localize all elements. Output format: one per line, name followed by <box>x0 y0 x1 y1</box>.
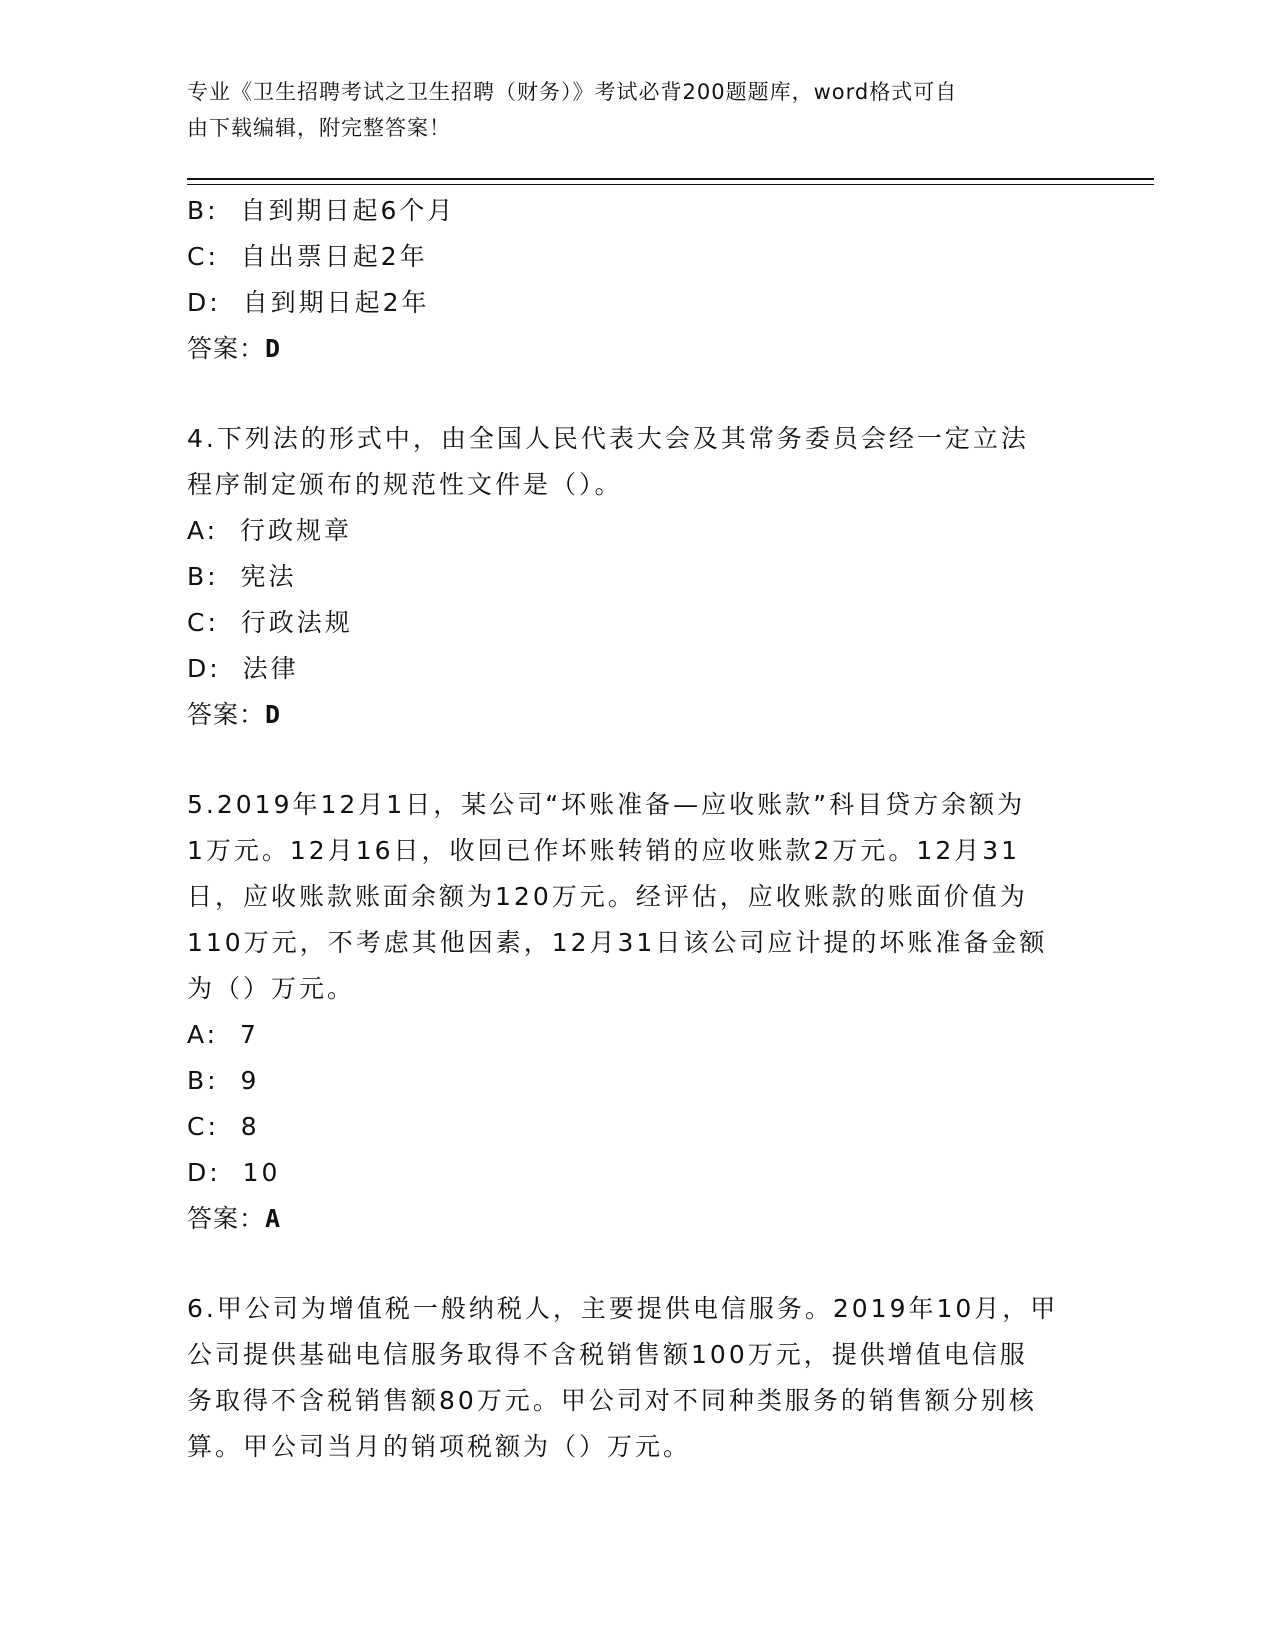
answer-label: 答案： <box>187 1204 266 1233</box>
option-c: C: 行政法规 <box>187 608 353 637</box>
header-line-2: 由下载编辑，附完整答案！ <box>187 116 451 140</box>
question-text-line: 4.下列法的形式中，由全国人民代表大会及其常务委员会经一定立法 <box>187 424 1029 453</box>
question-5 <box>187 782 1087 1242</box>
question-text-line: 务取得不含税销售额80万元。甲公司对不同种类服务的销售额分别核 <box>187 1386 1037 1415</box>
question-text-line: 算。甲公司当月的销项税额为（）万元。 <box>187 1432 692 1461</box>
question-text-line: 6.甲公司为增值税一般纳税人，主要提供电信服务。2019年10月，甲 <box>187 1294 1059 1323</box>
document-header <box>187 74 1067 146</box>
answer-value: D <box>265 334 282 363</box>
answer-value: D <box>265 700 282 729</box>
header-rule-thick <box>187 178 1154 180</box>
question-text-line: 日，应收账款账面余额为120万元。经评估，应收账款的账面价值为 <box>187 882 1028 911</box>
option-b: B: 9 <box>187 1066 260 1095</box>
option-a: A: 7 <box>187 1020 259 1049</box>
answer-label: 答案： <box>187 700 266 729</box>
option-b: B: 自到期日起6个月 <box>187 196 456 225</box>
spacer <box>187 372 1087 416</box>
question-4 <box>187 416 1087 738</box>
answer-line <box>187 692 1087 738</box>
question-text-line: 为（）万元。 <box>187 974 356 1003</box>
answer-line <box>187 326 1087 372</box>
header-rule-thin <box>187 184 1154 185</box>
option-c: C: 8 <box>187 1112 260 1141</box>
answer-line <box>187 1196 1087 1242</box>
option-b: B: 宪法 <box>187 562 297 591</box>
document-body <box>187 188 1087 1470</box>
question-6 <box>187 1286 1087 1470</box>
answer-value: A <box>265 1204 282 1233</box>
spacer <box>187 738 1087 782</box>
option-d: D: 自到期日起2年 <box>187 288 430 317</box>
option-a: A: 行政规章 <box>187 516 352 545</box>
header-line-1: 专业《卫生招聘考试之卫生招聘（财务）》考试必背200题题库，word格式可自 <box>187 80 958 104</box>
question-text-line: 1万元。12月16日，收回已作坏账转销的应收账款2万元。12月31 <box>187 836 1021 865</box>
question-text-line: 公司提供基础电信服务取得不含税销售额100万元，提供增值电信服 <box>187 1340 1028 1369</box>
answer-label: 答案： <box>187 334 266 363</box>
question-text-line: 5.2019年12月1日，某公司“坏账准备—应收账款”科目贷方余额为 <box>187 790 1026 819</box>
option-c: C: 自出票日起2年 <box>187 242 428 271</box>
question-text-line: 程序制定颁布的规范性文件是（）。 <box>187 470 623 499</box>
option-d: D: 10 <box>187 1158 281 1187</box>
question-text-line: 110万元，不考虑其他因素，12月31日该公司应计提的坏账准备金额 <box>187 928 1048 957</box>
question-3 <box>187 188 1087 372</box>
spacer <box>187 1242 1087 1286</box>
option-d: D: 法律 <box>187 654 299 683</box>
